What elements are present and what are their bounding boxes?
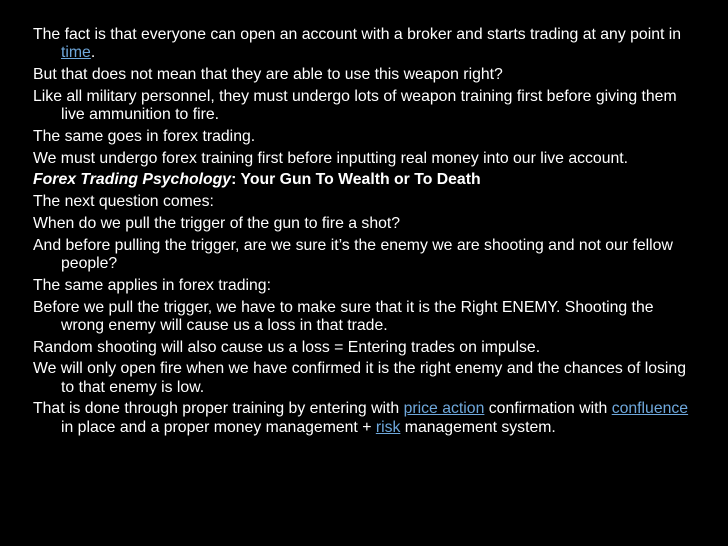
link-price-action[interactable]: price action: [403, 400, 485, 418]
paragraph-text: management system.: [400, 418, 556, 436]
paragraph-text: confirmation with: [484, 400, 612, 418]
heading-italic-text: Forex Trading Psychology: [33, 171, 232, 189]
paragraph-text: in place and a proper money management +: [61, 418, 376, 436]
paragraph-pull-trigger: When do we pull the trigger of the gun to fire a shot?: [33, 214, 401, 232]
paragraph-text: .: [90, 44, 96, 62]
slide-text-body: [33, 26, 693, 440]
heading-text: : Your Gun To Wealth or To Death: [231, 171, 481, 189]
paragraph-text: That is done through proper training by entering with: [33, 400, 404, 418]
paragraph-open-fire: We will only open fire when we have confirmed it is the right enemy and the chances of losing to that enemy is low.: [33, 360, 686, 396]
paragraph-military-personnel: Like all military personnel, they must undergo lots of weapon training first before giving them live ammunition to fire.: [33, 87, 677, 123]
paragraph-same-applies: The same applies in forex trading:: [33, 276, 271, 294]
paragraph-random-shooting: Random shooting will also cause us a loss = Entering trades on impulse.: [33, 338, 541, 356]
paragraph-enemy-check: And before pulling the trigger, are we sure it’s the enemy we are shooting and not our fellow people?: [33, 236, 673, 272]
section-heading: [33, 171, 693, 189]
paragraph-forex-training: We must undergo forex training first before inputting real money into our live account.: [33, 149, 629, 167]
link-time[interactable]: time: [61, 44, 91, 62]
paragraph-account-broker: [33, 26, 693, 62]
link-risk[interactable]: risk: [375, 418, 401, 436]
paragraph-same-goes: The same goes in forex trading.: [33, 127, 256, 145]
paragraph-weapon-right: But that does not mean that they are able to use this weapon right?: [33, 66, 503, 83]
paragraph-proper-training: [33, 400, 693, 436]
paragraph-right-enemy: Before we pull the trigger, we have to make sure that it is the Right ENEMY. Shooting the wrong enemy will cause us a loss in that trade.: [33, 298, 654, 334]
link-confluence[interactable]: confluence: [611, 400, 689, 418]
paragraph-next-question: The next question comes:: [33, 193, 214, 211]
paragraph-text: The fact is that everyone can open an account with a broker and starts trading at any point in: [33, 26, 682, 43]
